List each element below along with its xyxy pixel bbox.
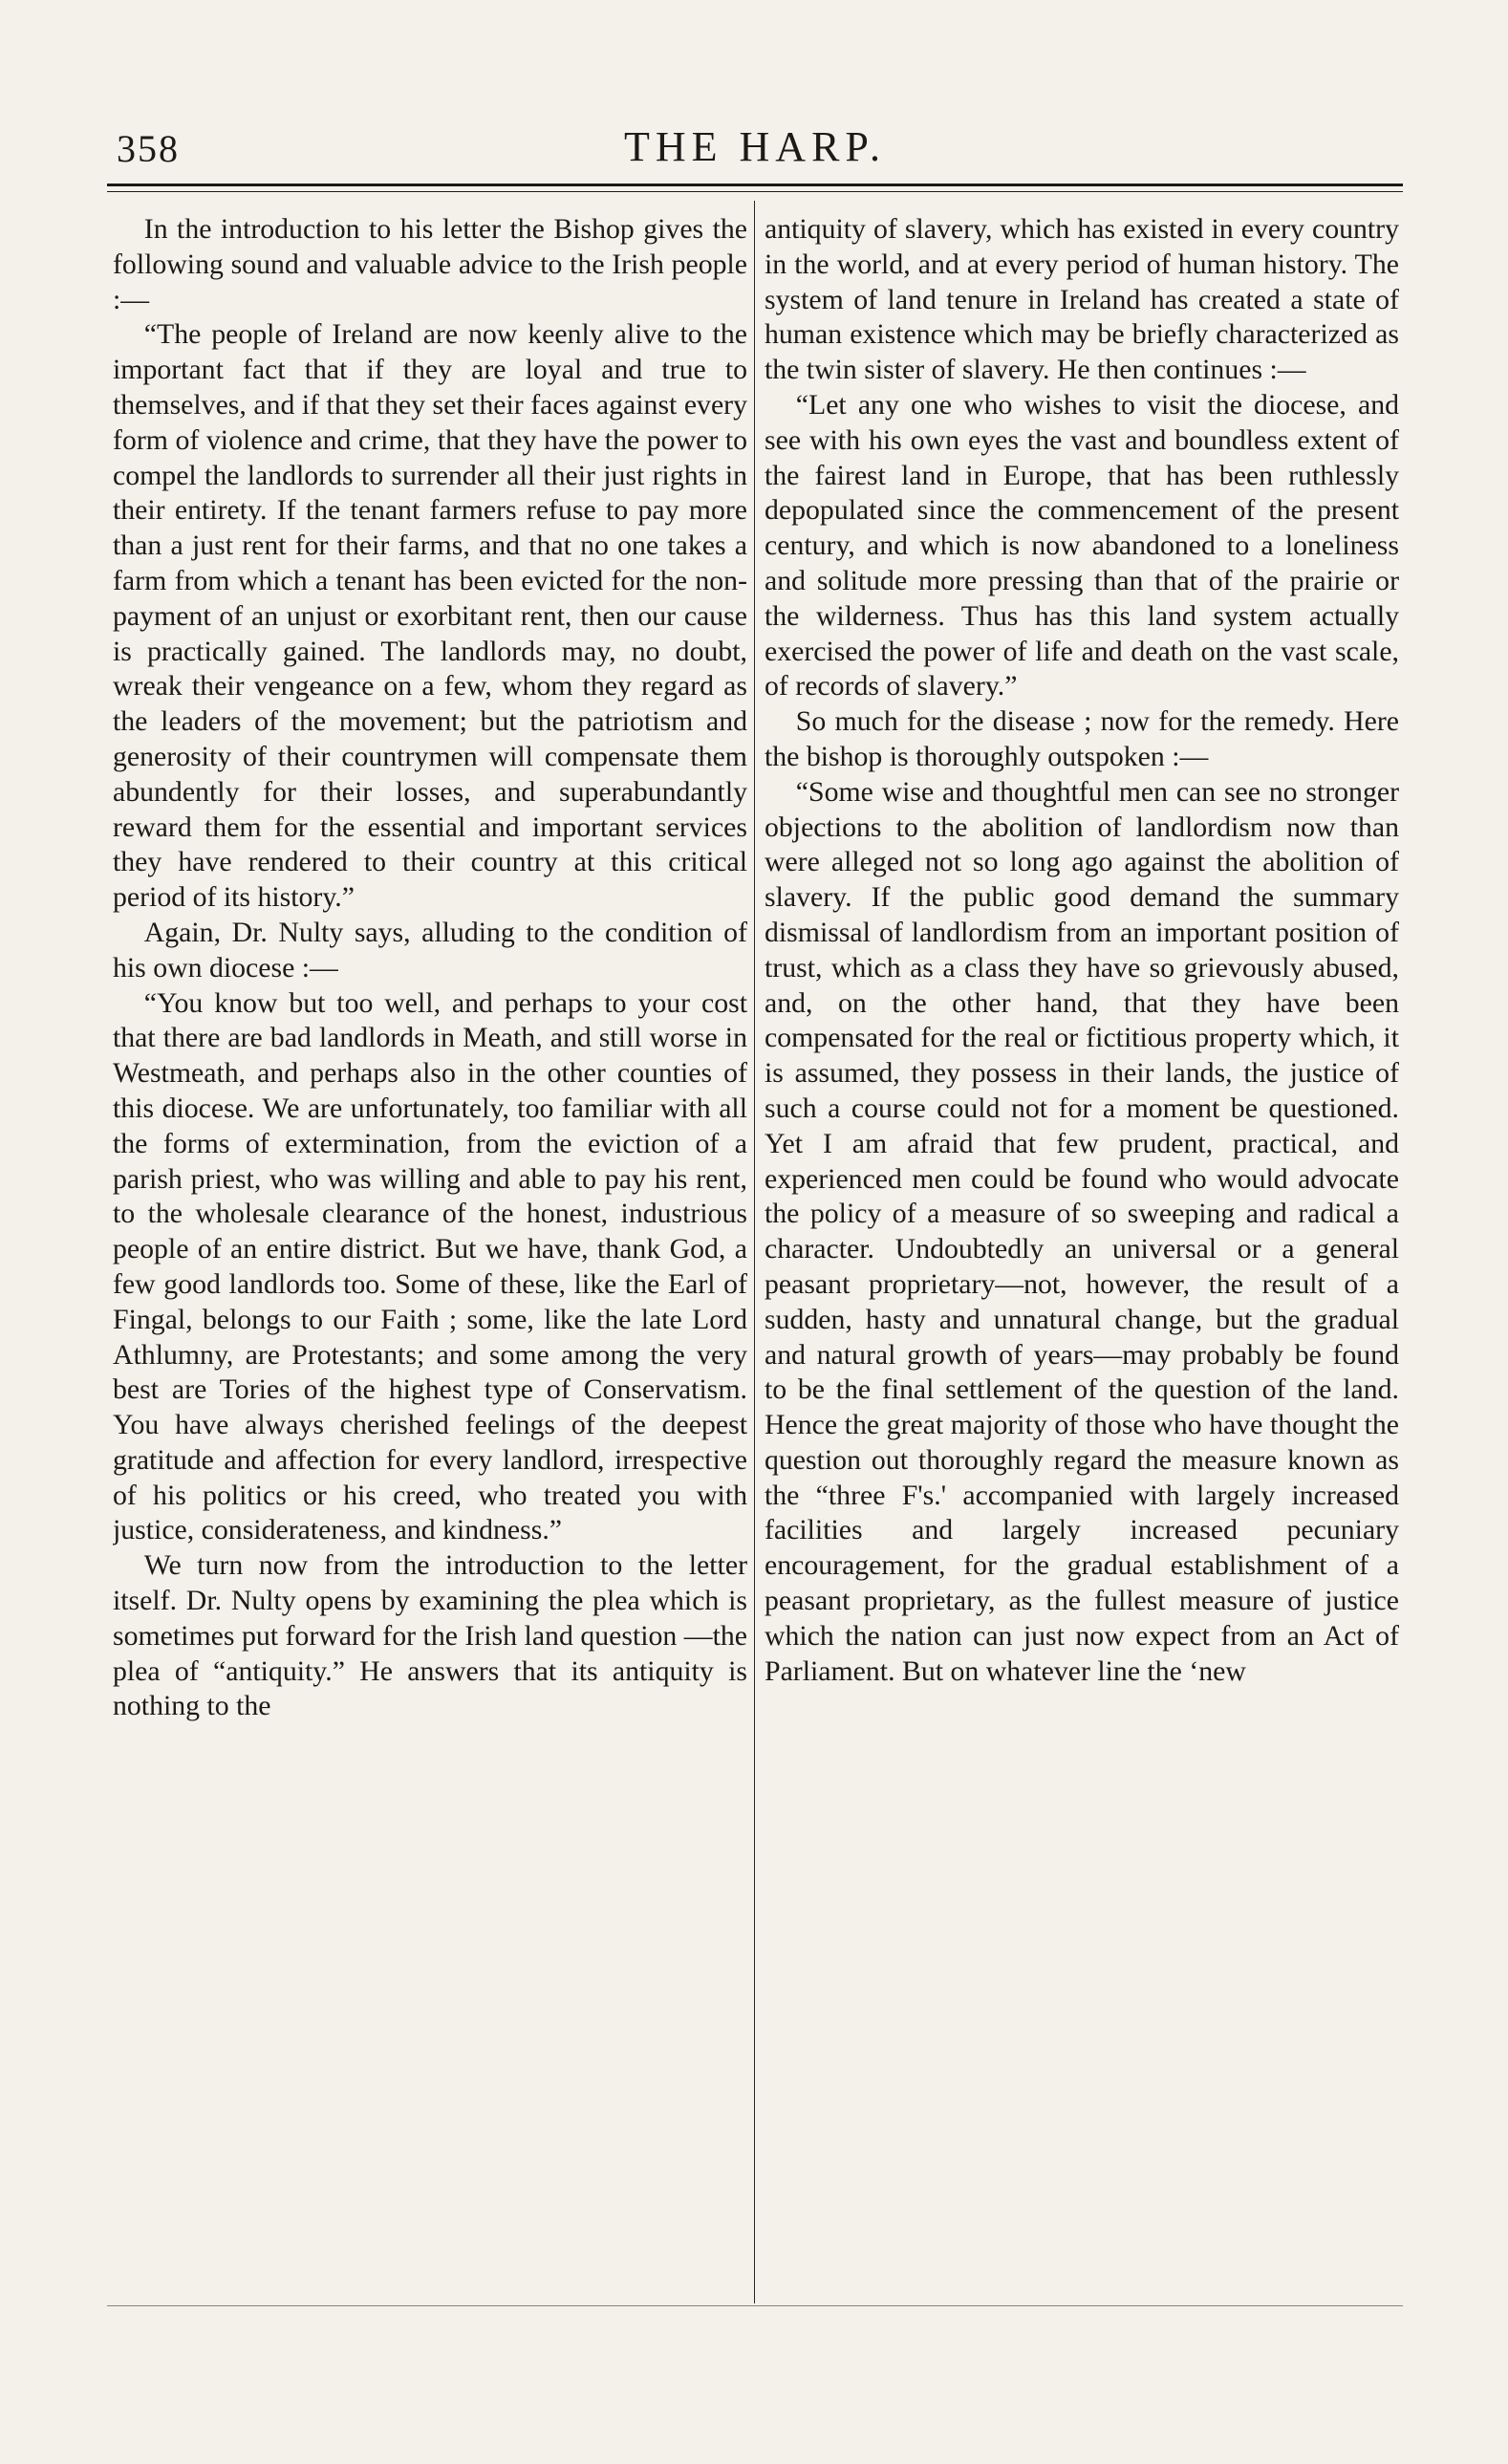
left-column xyxy=(113,212,747,2296)
paragraph: “Some wise and thoughtful men can see no stronger objections to the abolition of landlordism now than were alleged not so long ago against the abolition of slavery. If the public good demand the summary dismissal of landlordism from an important position of trust, which as a class they have so grievously abused, and, on the other hand, that they have been compensated for the real or fictitious property which, it is assumed, they possess in their lands, the justice of such a course could not for a moment be questioned. Yet I am afraid that few prudent, practical, and experienced men could be found who would advocate the policy of a measure of so sweeping and radical a character. Undoubtedly an universal or a general peasant proprietary—not, however, the result of a sudden, hasty and unnatural change, but the gradual and natural growth of years—may probably be found to be the final settlement of the question of the land. Hence the great majority of those who have thought the question out thoroughly regard the measure known as the “three F's.' accompanied with largely increased facilities and largely increased pecuniary encouragement, for the gradual establishment of a peasant proprietary, as the fullest measure of justice which the nation can just now expect from an Act of Parliament. But on whatever line the ‘new xyxy=(765,775,1399,1687)
right-column xyxy=(765,212,1399,2296)
paragraph: “You know but too well, and perhaps to your cost that there are bad landlords in Meath, and still worse in Westmeath, and perhaps also in the other counties of this diocese. We are unfortunately, too familiar with all the forms of extermination, from the eviction of a parish priest, who was willing and able to pay his rent, to the wholesale clearance of the honest, industrious people of an entire district. But we have, thank God, a few good landlords too. Some of these, like the Earl of Fingal, belongs to our Faith ; some, like the late Lord Athlumny, are Protestants; and some among the very best are Tories of the highest type of Conservatism. You have always cherished feelings of the deepest gratitude and affection for every landlord, irrespective of his politics or his creed, who treated you with justice, considerateness, and kindness.” xyxy=(113,986,747,1546)
paragraph: So much for the disease ; now for the remedy. Here the bishop is thoroughly outspoken :— xyxy=(765,705,1399,772)
page-header xyxy=(107,113,1403,180)
page-number: 358 xyxy=(117,127,180,170)
header-rule-thick xyxy=(107,184,1403,186)
running-title: THE HARP. xyxy=(623,123,887,170)
paragraph: We turn now from the introduction to the letter itself. Dr. Nulty opens by examining the plea which is sometimes put forward for the Irish land question —the plea of “antiquity.” He answers that its antiquity is nothing to the xyxy=(113,1549,747,1722)
paragraph: “The people of Ireland are now keenly alive to the important fact that if they are loyal and true to themselves, and if that they set their faces against every form of violence and crime, that they have the power to compel the landlords to surrender all their just rights in their entirety. If the tenant farmers refuse to pay more than a just rent for their farms, and that no one takes a farm from which a tenant has been evicted for the non-payment of an unjust or exorbitant rent, then our cause is practically gained. The landlords may, no doubt, wreak their vengeance on a few, whom they regard as the leaders of the movement; but the patriotism and generosity of their countrymen will compensate them abundently for their losses, and superabundantly reward them for the essential and important services they have rendered to their country at this critical period of its history.” xyxy=(113,318,747,914)
column-divider xyxy=(754,201,755,2303)
paragraph: antiquity of slavery, which has existed in every country in the world, and at every period of human history. The system of land tenure in Ireland has created a state of human existence which may be briefly characterized as the twin sister of slavery. He then continues :— xyxy=(765,213,1399,386)
bottom-rule xyxy=(107,2305,1403,2306)
paragraph: Again, Dr. Nulty says, alluding to the condition of his own diocese :— xyxy=(113,916,747,983)
paragraph: “Let any one who wishes to visit the diocese, and see with his own eyes the vast and boundless extent of the fairest land in Europe, that has been ruthlessly depopulated since the commencement of the present century, and which is now abandoned to a loneliness and solitude more pressing than that of the prairie or the wilderness. Thus has this land system actually exercised the power of life and death on the vast scale, of records of slavery.” xyxy=(765,388,1399,702)
paragraph: In the introduction to his letter the Bishop gives the following sound and valuable advice to the Irish people :— xyxy=(113,213,747,315)
header-rule-thin xyxy=(107,191,1403,192)
